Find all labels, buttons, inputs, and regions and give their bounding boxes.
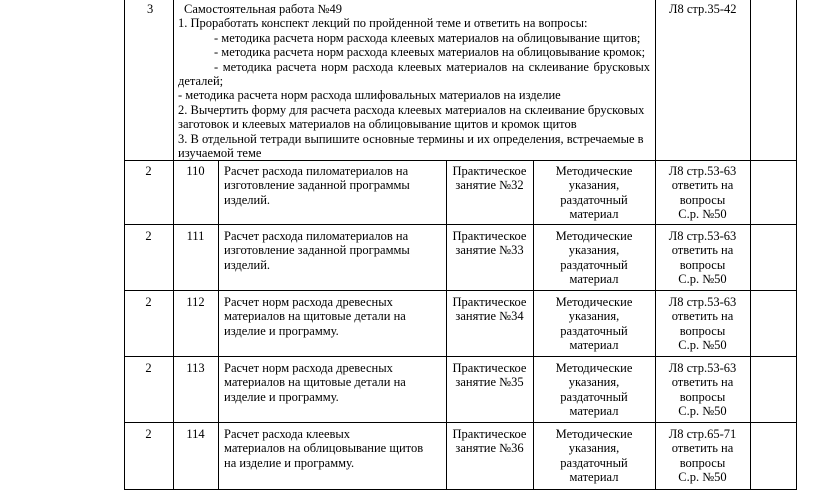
row-type-text: Практическое — [452, 164, 527, 178]
row-num-text: 112 — [186, 295, 205, 309]
row-materials-text: материал — [569, 404, 619, 419]
grid-line — [124, 489, 797, 490]
row-num-text: 114 — [186, 427, 205, 441]
row-ref-text: С.р. №50 — [678, 207, 727, 222]
row-topic-text: Расчет норм расхода древесных — [224, 361, 393, 375]
row-type-text: занятие №35 — [455, 375, 524, 390]
row-ref-text: С.р. №50 — [678, 470, 727, 485]
row-topic-cell — [224, 229, 444, 272]
grid-line — [124, 290, 797, 291]
task-bullet: - методика расчета норм расхода шлифовальных материалов на изделие — [178, 88, 561, 103]
row-type-cell — [446, 361, 533, 390]
row-ref-text: Л8 стр.65-71 — [668, 427, 737, 441]
row-materials-text: Методические — [555, 164, 633, 178]
row-ref-cell — [655, 229, 750, 287]
row-materials-cell — [533, 361, 655, 419]
row-ref-text: ответить на — [671, 375, 734, 390]
row-topic-cell — [224, 164, 444, 207]
row-ref-text: вопросы — [679, 192, 726, 207]
row-topic-text: Расчет расхода клеевых — [224, 427, 351, 441]
row-ref-text: С.р. №50 — [678, 404, 727, 419]
grid-line — [173, 0, 174, 490]
row-num-cell — [173, 229, 218, 243]
row-ref-cell — [655, 164, 750, 222]
grid-line — [796, 0, 797, 490]
row-ref-text: ответить на — [671, 309, 734, 324]
row-materials-text: материал — [569, 338, 619, 353]
row-num-cell — [173, 295, 218, 309]
row-num-cell — [173, 427, 218, 441]
row-topic-cell — [224, 427, 444, 470]
row-topic-text: Расчет норм расхода древесных — [224, 295, 393, 309]
row-materials-text: раздаточный — [560, 192, 628, 207]
row-materials-text: указания, — [568, 309, 620, 324]
task-bullet: - методика расчета норм расхода клеевых материалов на облицовывание кромок; — [214, 45, 646, 60]
grid-line — [218, 160, 219, 490]
row-hours-cell — [124, 295, 173, 309]
row-materials-text: указания, — [568, 441, 620, 456]
row-topic-text: изготовление заданной программы — [224, 178, 410, 193]
row-topic-text: на изделие и программу. — [224, 455, 355, 470]
row-topic-text: изготовление заданной программы — [224, 243, 410, 258]
row-num-text: 111 — [186, 229, 205, 243]
row-materials-cell — [533, 164, 655, 222]
row-topic-text: изделий. — [224, 192, 271, 207]
row-type-text: занятие №36 — [455, 441, 524, 456]
row-materials-text: Методические — [555, 295, 633, 309]
literature-reference: Л8 стр.35-42 — [669, 2, 737, 16]
row-type-text: Практическое — [452, 295, 527, 309]
row-ref-text: вопросы — [679, 323, 726, 338]
row-number: 3 — [147, 2, 154, 16]
independent-work-description — [178, 2, 650, 160]
row-type-cell — [446, 427, 533, 456]
row-ref-text: Л8 стр.53-63 — [668, 295, 737, 309]
grid-line — [124, 356, 797, 357]
row-ref-cell — [655, 295, 750, 353]
row-type-text: занятие №32 — [455, 178, 524, 193]
row-ref-cell — [655, 427, 750, 485]
row-type-text: занятие №34 — [455, 309, 524, 324]
row-materials-text: указания, — [568, 178, 620, 193]
row-materials-text: материал — [569, 272, 619, 287]
task-bullet-continued: деталей; — [178, 74, 224, 89]
row-materials-text: раздаточный — [560, 389, 628, 404]
row-ref-text: Л8 стр.53-63 — [668, 229, 737, 243]
row-num-text: 113 — [186, 361, 205, 375]
row-ref-text: ответить на — [671, 243, 734, 258]
task-item-2: 2. Вычертить форму для расчета расхода клеевых материалов на склеивание брусковых — [178, 102, 645, 117]
task-bullet: - методика расчета норм расхода клеевых материалов на облицовывание щитов; — [214, 30, 641, 45]
grid-line — [124, 422, 797, 423]
row-ref-cell — [655, 361, 750, 419]
grid-line — [750, 0, 751, 490]
row-ref-text: вопросы — [679, 455, 726, 470]
row-materials-text: раздаточный — [560, 455, 628, 470]
row-hours-text: 2 — [145, 164, 152, 178]
row-ref-text: вопросы — [679, 257, 726, 272]
row-type-text: Практическое — [452, 427, 527, 441]
row-materials-cell — [533, 295, 655, 353]
row-hours-text: 2 — [145, 229, 152, 243]
row-topic-text: изделие и программу. — [224, 323, 339, 338]
row-hours-cell — [124, 427, 173, 441]
task-bullet: - методика расчета норм расхода клеевых материалов на склеивание брусковых — [214, 59, 650, 74]
row-num-text: 110 — [186, 164, 205, 178]
row-hours-text: 2 — [145, 295, 152, 309]
grid-line — [124, 224, 797, 225]
row-hours-text: 2 — [145, 427, 152, 441]
row-materials-text: указания, — [568, 375, 620, 390]
row-hours-cell — [124, 164, 173, 178]
row-ref-text: вопросы — [679, 389, 726, 404]
row-hours-text: 2 — [145, 361, 152, 375]
row-type-cell — [446, 295, 533, 324]
row-materials-text: материал — [569, 470, 619, 485]
row-materials-text: указания, — [568, 243, 620, 258]
row-materials-text: Методические — [555, 229, 633, 243]
row-ref-text: С.р. №50 — [678, 338, 727, 353]
row-type-cell — [446, 164, 533, 193]
row-topic-text: материалов на облицовывание щитов — [224, 441, 424, 456]
row-ref-text: ответить на — [671, 441, 734, 456]
row-type-text: занятие №33 — [455, 243, 524, 258]
row-ref-text: ответить на — [671, 178, 734, 193]
row-topic-cell — [224, 295, 444, 338]
task-item-1: 1. Проработать конспект лекций по пройденной теме и ответить на вопросы: — [178, 16, 588, 31]
row-hours-cell — [124, 229, 173, 243]
task-title: Самостоятельная работа №49 — [184, 2, 342, 16]
row-ref-text: Л8 стр.53-63 — [668, 361, 737, 375]
row-materials-text: раздаточный — [560, 257, 628, 272]
row-num-cell — [173, 361, 218, 375]
row-topic-text: Расчет расхода пиломатериалов на — [224, 164, 409, 178]
row-topic-text: Расчет расхода пиломатериалов на — [224, 229, 409, 243]
task-item-3: 3. В отдельной тетради выпишите основные термины и их определения, встречаемые в — [178, 131, 644, 146]
row-topic-text: изделий. — [224, 257, 271, 272]
row-materials-text: материал — [569, 207, 619, 222]
row-topic-text: материалов на щитовые детали на — [224, 309, 406, 324]
row-materials-text: раздаточный — [560, 323, 628, 338]
row-topic-text: изделие и программу. — [224, 389, 339, 404]
row-num-cell — [173, 164, 218, 178]
task-item-3-continued: изучаемой теме — [178, 146, 262, 161]
row-type-text: Практическое — [452, 229, 527, 243]
row-hours-cell — [124, 361, 173, 375]
row-materials-text: Методические — [555, 427, 633, 441]
row-type-cell — [446, 229, 533, 258]
row-topic-cell — [224, 361, 444, 404]
row-type-text: Практическое — [452, 361, 527, 375]
row-materials-cell — [533, 229, 655, 287]
grid-line — [124, 0, 125, 490]
row-ref-text: С.р. №50 — [678, 272, 727, 287]
row-materials-cell — [533, 427, 655, 485]
row-topic-text: материалов на щитовые детали на — [224, 375, 406, 390]
row-ref-text: Л8 стр.53-63 — [668, 164, 737, 178]
task-item-2-continued: заготовок и клеевых материалов на облицовывание щитов и кромок щитов — [178, 117, 577, 132]
row-materials-text: Методические — [555, 361, 633, 375]
